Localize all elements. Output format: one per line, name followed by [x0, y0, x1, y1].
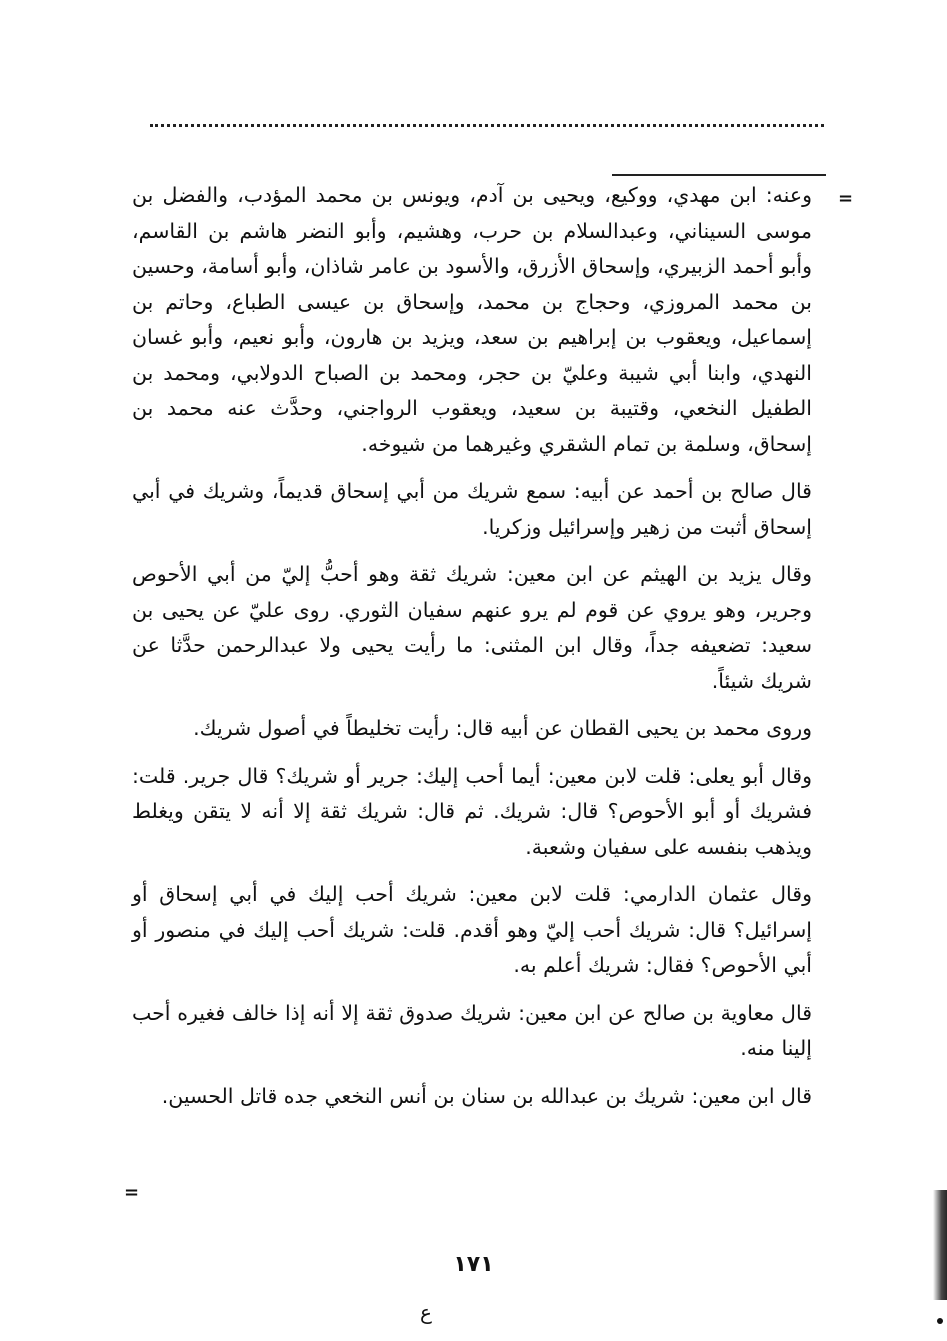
paragraph-salih: قال صالح بن أحمد عن أبيه: سمع شريك من أبي إسحاق قديماً، وشريك في أبي إسحاق أثبت من زهير وإسرائيل وزكريا.	[132, 479, 812, 539]
dotted-separator	[150, 124, 824, 127]
paragraph-qattan: وروى محمد بن يحيى القطان عن أبيه قال: رأيت تخليطاً في أصول شريك.	[193, 716, 812, 740]
paragraph-darimi: وقال عثمان الدارمي: قلت لابن معين: شريك أحب إليك في أبي إسحاق أو إسرائيل؟ قال: شريك أحب إليّ وهو أقدم. قلت: شريك أحب إليك في منصور أو أبي الأحوص؟ فقال: شريك أعلم به.	[132, 882, 812, 977]
paragraph-ibn-maeen: قال ابن معين: شريك بن عبدالله بن سنان بن أنس النخعي جده قاتل الحسين.	[161, 1083, 812, 1108]
paragraph-abu-yala: وقال أبو يعلى: قلت لابن معين: أيما أحب إليك: جرير أو شريك؟ قال جرير. قلت: فشريك أو أبو الأحوص؟ قال: شريك. ثم قال: شريك ثقة إلا أنه لا يتقن ويغلط ويذهب بنفسه على سفيان وشعبة.	[132, 763, 812, 859]
page-number: ١٧١	[453, 1252, 494, 1277]
edge-speck	[937, 1318, 943, 1324]
signature-mark: ﻉ	[420, 1300, 432, 1324]
continuation-mark-bottom: =	[124, 1182, 140, 1203]
page-edge-shadow	[933, 1190, 947, 1300]
paragraph-students: وعنه: ابن مهدي، ووكيع، ويحيى بن آدم، ويونس بن محمد المؤدب، والفضل بن موسى السيناني، وعبدالسلام بن حرب، وهشيم، وأبو النضر هاشم بن القاسم، وأبو أحمد الزبيري، وإسحاق الأزرق، والأسود بن عامر شاذان، وأبو أسامة، وحسين بن محمد المروزي، وحجاج بن محمد، وإسحاق بن عيسى الطباع، وحاتم بن إسماعيل، ويعقوب بن إبراهيم بن سعد، ويزيد بن هارون، وأبو نعيم، وأبو غسان النهدي، وابنا أبي شيبة وعليّ بن حجر، ومحمد بن الصباح الدولابي، ومحمد بن الطفيل النخعي، وقتيبة بن سعيد، ويعقوب الرواجني، وحدَّث عنه محمد بن إسحاق، وسلمة بن تمام الشقري وغيرهما من شيوخه.	[132, 183, 812, 456]
paragraph-muawiya: قال معاوية بن صالح عن ابن معين: شريك صدوق ثقة إلا أنه إذا خالف فغيره أحب إلينا منه.	[132, 1000, 812, 1060]
continuation-mark-top: =	[838, 188, 854, 209]
page-body	[132, 178, 812, 1126]
footnote-rule	[612, 174, 826, 176]
paragraph-yazid: وقال يزيد بن الهيثم عن ابن معين: شريك ثقة وهو أحبُّ إليّ من أبي الأحوص وجرير، وهو يروي عن قوم لم يرو عنهم سفيان الثوري. روى عليّ عن يحيى بن سعيد: تضعيفه جداً، وقال ابن المثنى: ما رأيت يحيى ولا عبدالرحمن حدَّثا عن شريك شيئاً.	[132, 562, 812, 693]
